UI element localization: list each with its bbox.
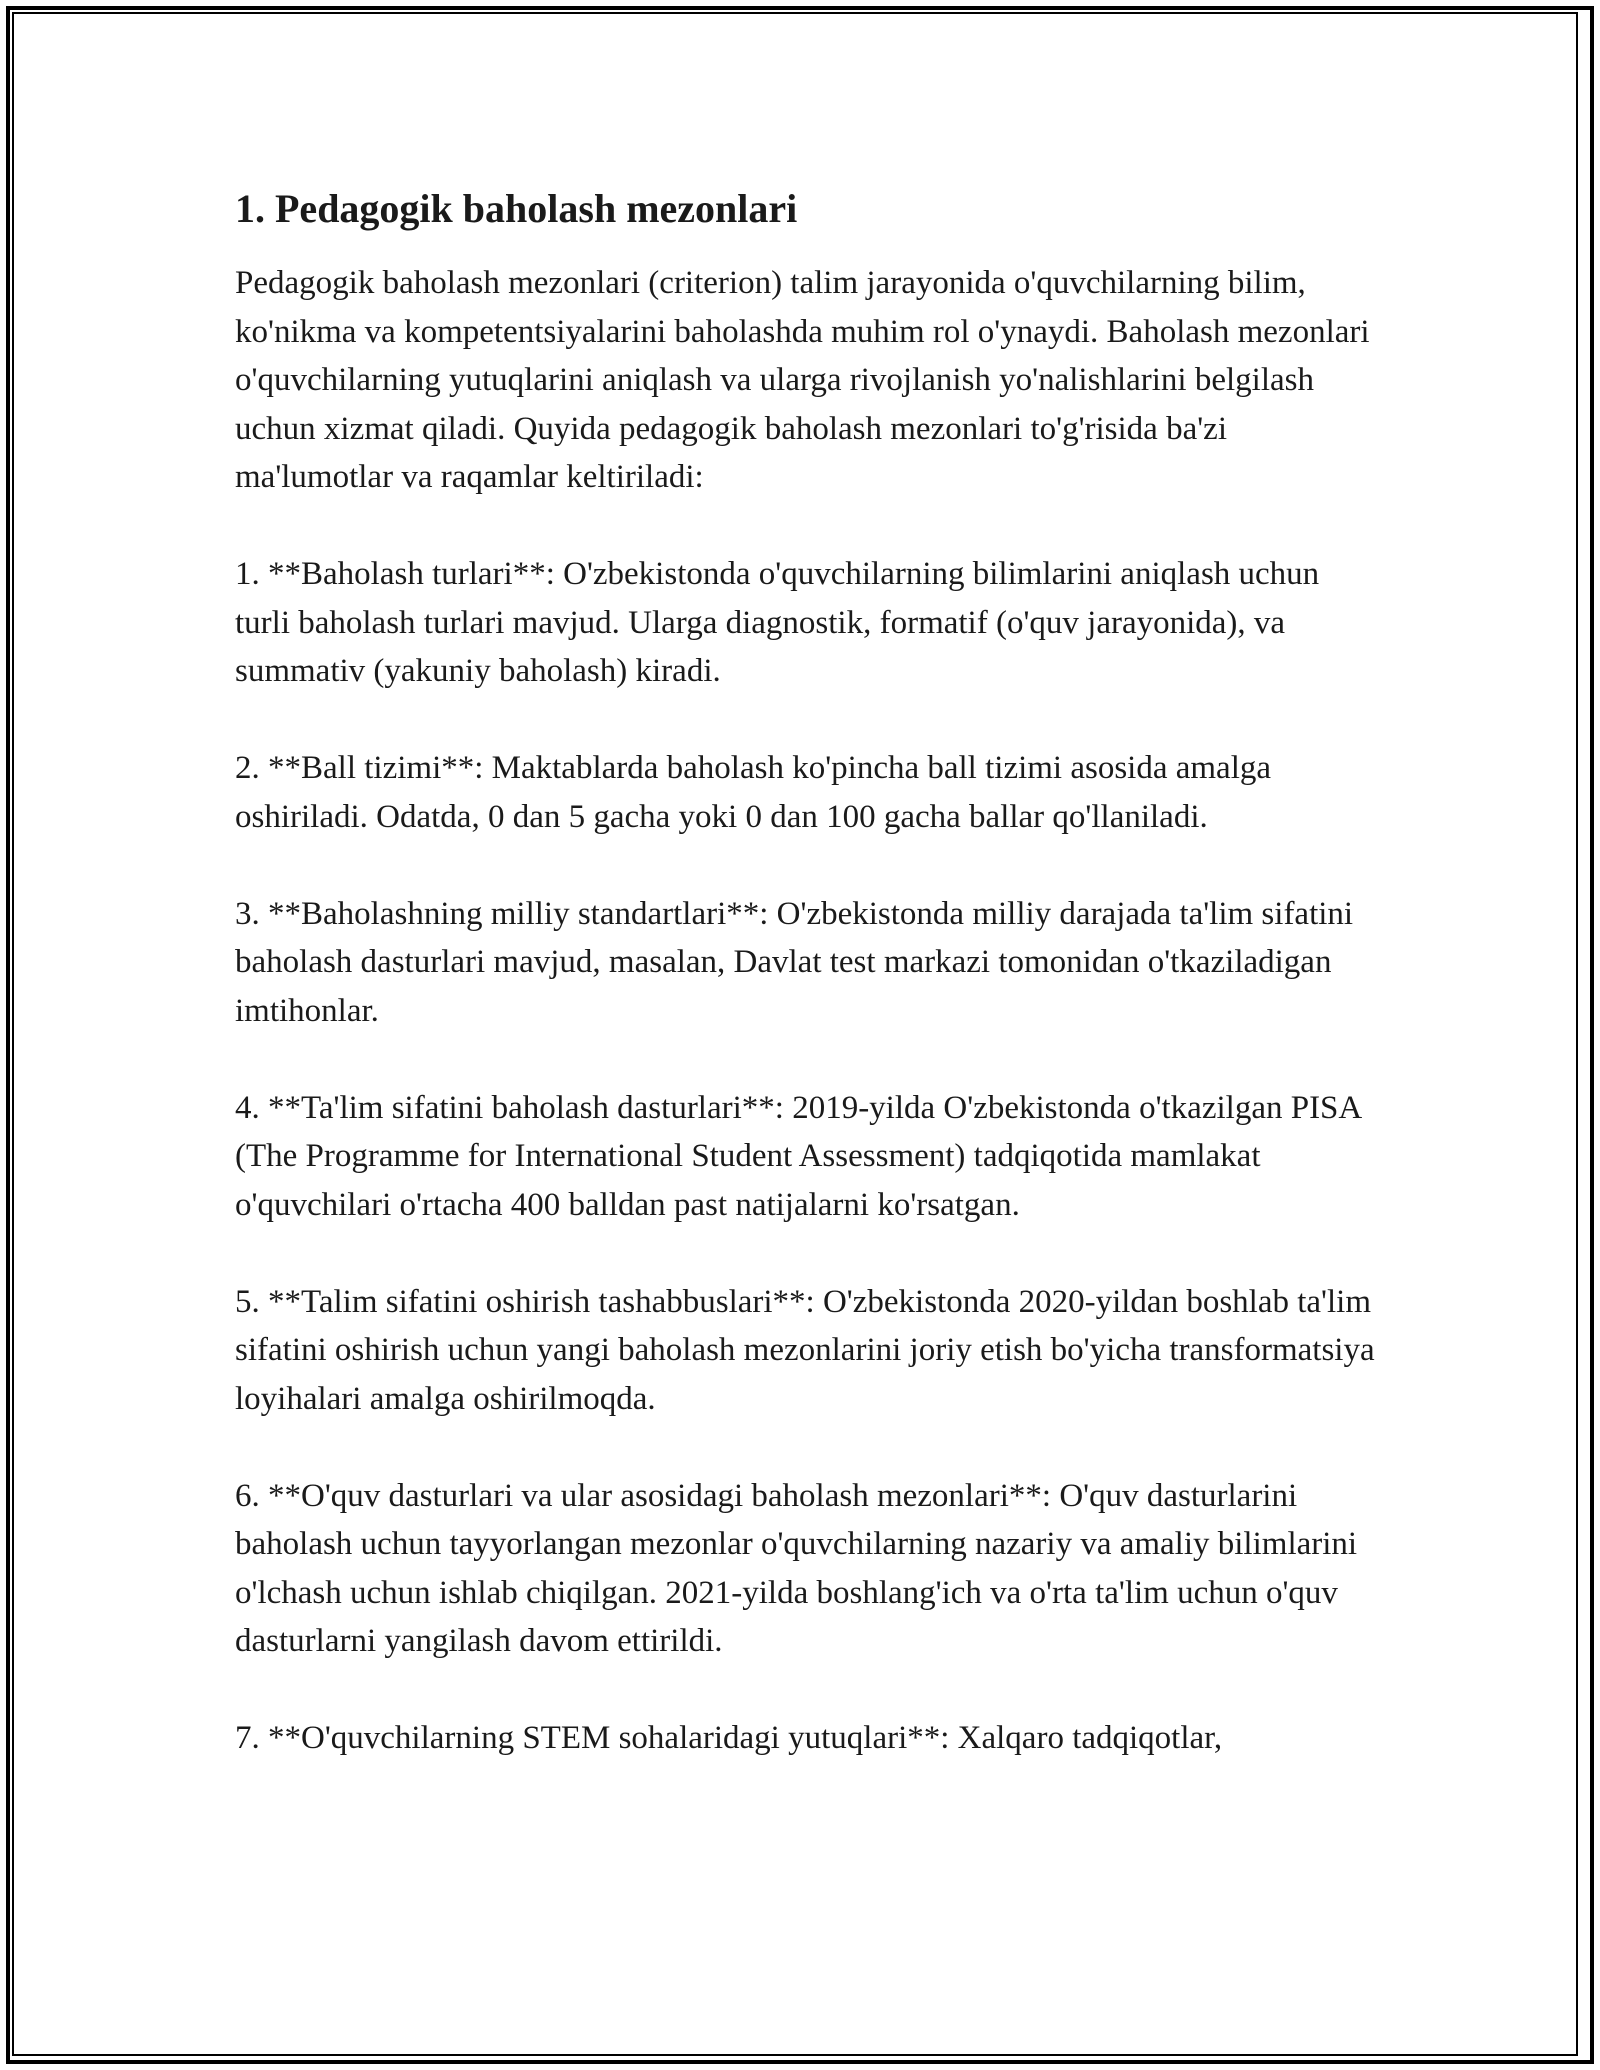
list-item: 4. **Ta'lim sifatini baholash dasturlari**: 2019-yilda O'zbekistonda o'tkazilgan PISA (The Programme for International Student Assessment) tadqiqotida mamlakat o'quvchilari o'rtacha 400 balldan past natijalarni ko'rsatgan. [235, 1089, 1361, 1223]
list-item: 7. **O'quvchilarning STEM sohalaridagi yutuqlari**: Xalqaro tadqiqotlar, [235, 1720, 1223, 1756]
document-title: 1. Pedagogik baholash mezonlari [235, 186, 798, 231]
list-item: 5. **Talim sifatini oshirish tashabbuslari**: O'zbekistonda 2020-yildan boshlab ta'lim sifatini oshirish uchun yangi baholash mezonlarini joriy etish bo'yicha transformatsiya loyihalari amalga oshirilmoqda. [235, 1283, 1375, 1417]
list-item: 3. **Baholashning milliy standartlari**: O'zbekistonda milliy darajada ta'lim sifatini baholash dasturlari mavjud, masalan, Davlat test markazi tomonidan o'tkaziladigan imtihonlar. [235, 895, 1354, 1029]
intro-paragraph: Pedagogik baholash mezonlari (criterion) talim jarayonida o'quvchilarning bilim, ko'nikma va kompetentsiyalarini baholashda muhim rol o'ynaydi. Baholash mezonlari o'quvchilarning yutuqlarini aniqlash va ularga rivojlanish yo'nalishlarini belgilash uchun xizmat qiladi. Quyida pedagogik baholash mezonlari to'g'risida ba'zi ma'lumotlar va raqamlar keltiriladi: [235, 265, 1370, 495]
document-body [235, 185, 1375, 1811]
list-item: 6. **O'quv dasturlari va ular asosidagi baholash mezonlari**: O'quv dasturlarini baholash uchun tayyorlangan mezonlar o'quvchilarning nazariy va amaliy bilimlarini o'lchash uchun ishlab chiqilgan. 2021-yilda boshlang'ich va o'rta ta'lim uchun o'quv dasturlarni yangilash davom ettirildi. [235, 1477, 1358, 1659]
list-item: 1. **Baholash turlari**: O'zbekistonda o'quvchilarning bilimlarini aniqlash uchun turli baholash turlari mavjud. Ularga diagnostik, formatif (o'quv jarayonida), va summativ (yakuniy baholash) kiradi. [235, 556, 1320, 689]
list-item: 2. **Ball tizimi**: Maktablarda baholash ko'pincha ball tizimi asosida amalga oshiriladi. Odatda, 0 dan 5 gacha yoki 0 dan 100 gacha ballar qo'llaniladi. [235, 750, 1272, 835]
